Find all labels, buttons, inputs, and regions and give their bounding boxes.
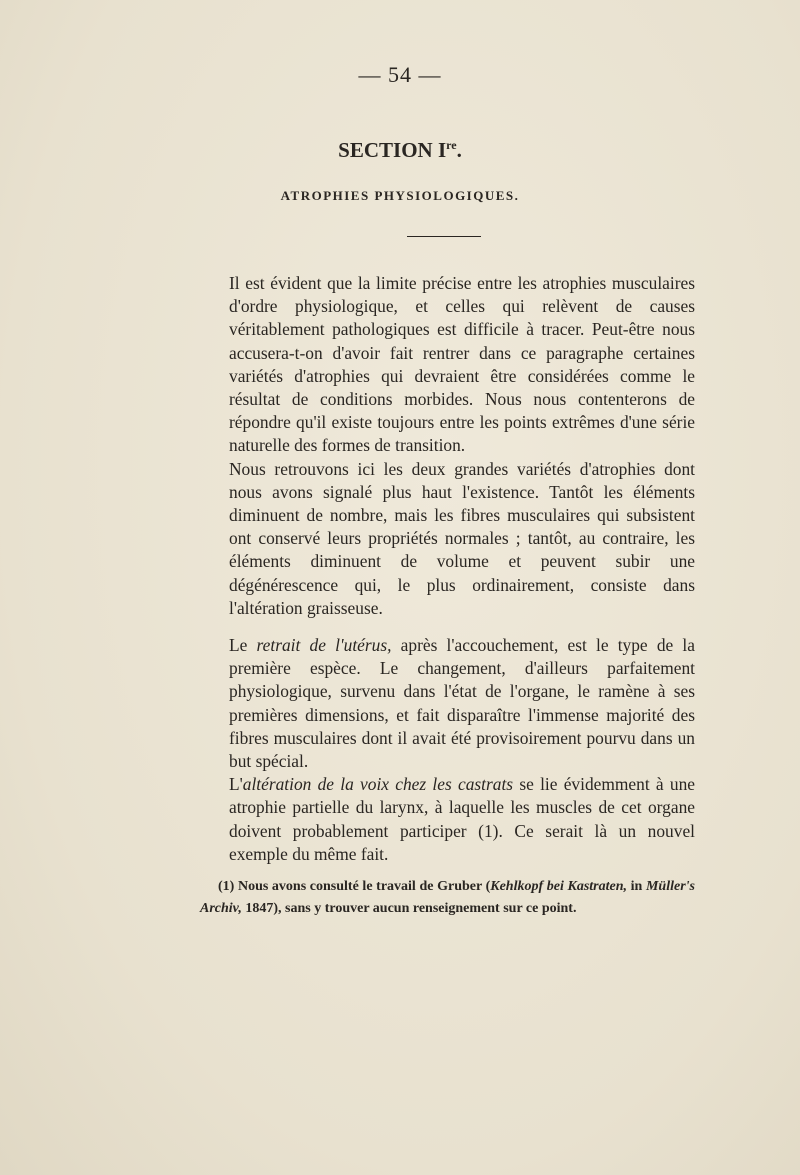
footnote-start: (1) Nous avons consulté le travail de Gruber ( <box>218 879 491 894</box>
divider-rule <box>407 236 481 237</box>
footnote-italic-title: Kehlkopf bei Kastraten, <box>490 879 628 894</box>
page-number: — 54 — <box>358 62 442 87</box>
section-heading-text: SECTION I <box>338 138 447 162</box>
paragraph-4-start: L' <box>229 774 243 795</box>
section-subtitle: ATROPHIES PHYSIOLOGIQUES. <box>280 188 520 203</box>
footnote-italic-journal: Müller's Archiv, <box>200 879 695 916</box>
footnote-end: 1847), sans y trouver aucun renseignement sur ce point. <box>241 901 577 916</box>
footnote <box>200 876 695 920</box>
paragraph-1: Il est évident que la limite précise entre les atrophies musculaires d'ordre physiologique, et celles qui relèvent de causes véritablement pathologiques est difficile à tracer. Peut-être nous accusera-t-on d'avoir fait rentrer dans ce paragraphe certaines variétés d'atrophies qui devraient être considérées comme le résultat de conditions morbides. Nous nous contenterons de répondre qu'il existe toujours entre les points extrêmes d'une série naturelle des formes de transition. <box>229 273 695 456</box>
section-heading-period: . <box>456 138 462 162</box>
paragraph-3-start: Le <box>229 635 257 656</box>
footnote-in: in <box>627 879 646 894</box>
paragraph-4-italic: altération de la voix chez les castrats <box>242 774 514 795</box>
footnote-text <box>200 876 695 920</box>
section-heading <box>0 138 800 163</box>
paragraph-3 <box>229 634 695 773</box>
paragraph-3-italic: retrait de l'utérus, <box>256 635 392 656</box>
section-heading-superscript: re <box>446 138 457 152</box>
paragraph-2: Nous retrouvons ici les deux grandes variétés d'atrophies dont nous avons signalé plus haut l'existence. Tantôt les éléments diminuent de nombre, mais les fibres musculaires qui subsistent ont conservé leurs propriétés normales ; tantôt, au contraire, les éléments diminuent de volume et peuvent subir une dégénérescence qui, le plus ordinairement, consiste dans l'altération graisseuse. <box>229 458 695 618</box>
paragraph-4 <box>229 773 695 866</box>
paragraph-4-rest: se lie évidemment à une atrophie partielle du larynx, à laquelle les muscles de cet organe doivent probablement participer (1). Ce serait là un nouvel exemple du même fait. <box>229 774 695 864</box>
body-text <box>229 272 695 866</box>
paragraph-3-rest: après l'accouchement, est le type de la première espèce. Le changement, d'ailleurs parfaitement physiologique, survenu dans l'état de l'organe, le ramène à ses premières dimensions, et fait disparaître l'immense majorité des fibres musculaires dont il avait été provisoirement pourvu dans un but spécial. <box>229 635 695 772</box>
